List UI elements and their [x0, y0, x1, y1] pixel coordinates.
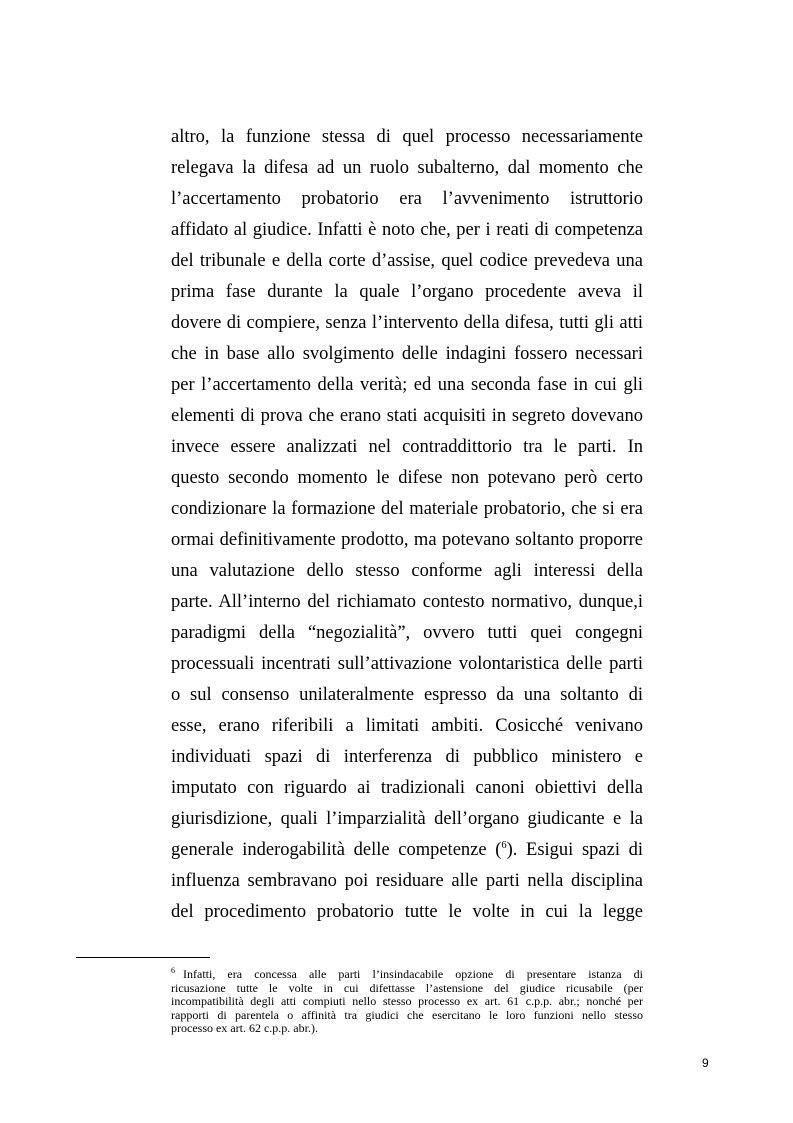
body-line: questo secondo momento le difese non potevano però certo: [171, 468, 643, 488]
body-line: affidato al giudice. Infatti è noto che, per i reati di competenza: [171, 220, 643, 240]
body-line: esse, erano riferibili a limitati ambiti. Cosicché venivano: [171, 716, 643, 736]
footnote-line: ricusazione tutte le volte in cui difettasse l’astensione del giudice ricusabile (per: [171, 980, 643, 995]
body-line: influenza sembravano poi residuare alle parti nella disciplina: [171, 871, 643, 891]
body-line: giurisdizione, quali l’imparzialità dell’organo giudicante e la: [171, 809, 643, 829]
body-line: paradigmi della “negozialità”, ovvero tutti quei congegni: [171, 623, 643, 643]
footnote-line-text: Infatti, era concessa alle parti l’insindacabile opzione di presentare istanza di: [183, 967, 643, 981]
footnote-line: rapporti di parentela o affinità tra giudici che esercitano le loro funzioni nello stesso: [171, 1007, 643, 1022]
body-line-segment: ). Esigui spazi di: [506, 840, 643, 860]
body-line-segment: generale inderogabilità delle competenze (: [171, 840, 502, 860]
body-line: condizionare la formazione del materiale probatorio, che si era: [171, 499, 643, 519]
footnote-line: processo ex art. 62 c.p.p. abr.).: [171, 1021, 318, 1035]
footnote-line: incompatibilità degli atti compiuti nello stesso processo ex art. 61 c.p.p. abr.; nonché per: [171, 994, 643, 1008]
body-line: dovere di compiere, senza l’intervento della difesa, tutti gli atti: [171, 313, 643, 333]
body-line: relegava la difesa ad un ruolo subalterno, dal momento che: [171, 158, 643, 178]
body-line-with-footnote-ref: [171, 835, 643, 866]
body-line: o sul consenso unilateralmente espresso da una soltanto di: [171, 685, 643, 705]
footnote-marker: 6: [171, 966, 175, 975]
body-line: del tribunale e della corte d’assise, quel codice prevedeva una: [171, 251, 643, 271]
body-line: una valutazione dello stesso conforme agli interessi della: [171, 561, 643, 581]
body-line: elementi di prova che erano stati acquisiti in segreto dovevano: [171, 406, 643, 426]
body-line: altro, la funzione stessa di quel processo necessariamente: [171, 127, 643, 147]
footnote-line: [171, 968, 643, 982]
body-line: prima fase durante la quale l’organo procedente aveva il: [171, 282, 643, 302]
body-line: invece essere analizzati nel contraddittorio tra le parti. In: [171, 437, 643, 457]
footnote: [171, 968, 643, 1036]
body-line: che in base allo svolgimento delle indagini fossero necessari: [171, 344, 643, 364]
body-line: individuati spazi di interferenza di pubblico ministero e: [171, 747, 643, 767]
footnote-reference[interactable]: 6: [501, 839, 507, 851]
footnote-separator: [76, 957, 210, 958]
body-line: per l’accertamento della verità; ed una seconda fase in cui gli: [171, 375, 643, 395]
body-line: imputato con riguardo ai tradizionali canoni obiettivi della: [171, 778, 643, 798]
body-line: del procedimento probatorio tutte le volte in cui la legge: [171, 902, 643, 922]
body-line: ormai definitivamente prodotto, ma potevano soltanto proporre: [171, 530, 643, 550]
body-paragraph: [171, 122, 643, 928]
body-line: l’accertamento probatorio era l’avvenimento istruttorio: [171, 189, 643, 209]
body-line: parte. All’interno del richiamato contesto normativo, dunque,i: [171, 592, 643, 612]
body-line: processuali incentrati sull’attivazione volontaristica delle parti: [171, 654, 643, 674]
page-number: 9: [702, 1056, 709, 1070]
